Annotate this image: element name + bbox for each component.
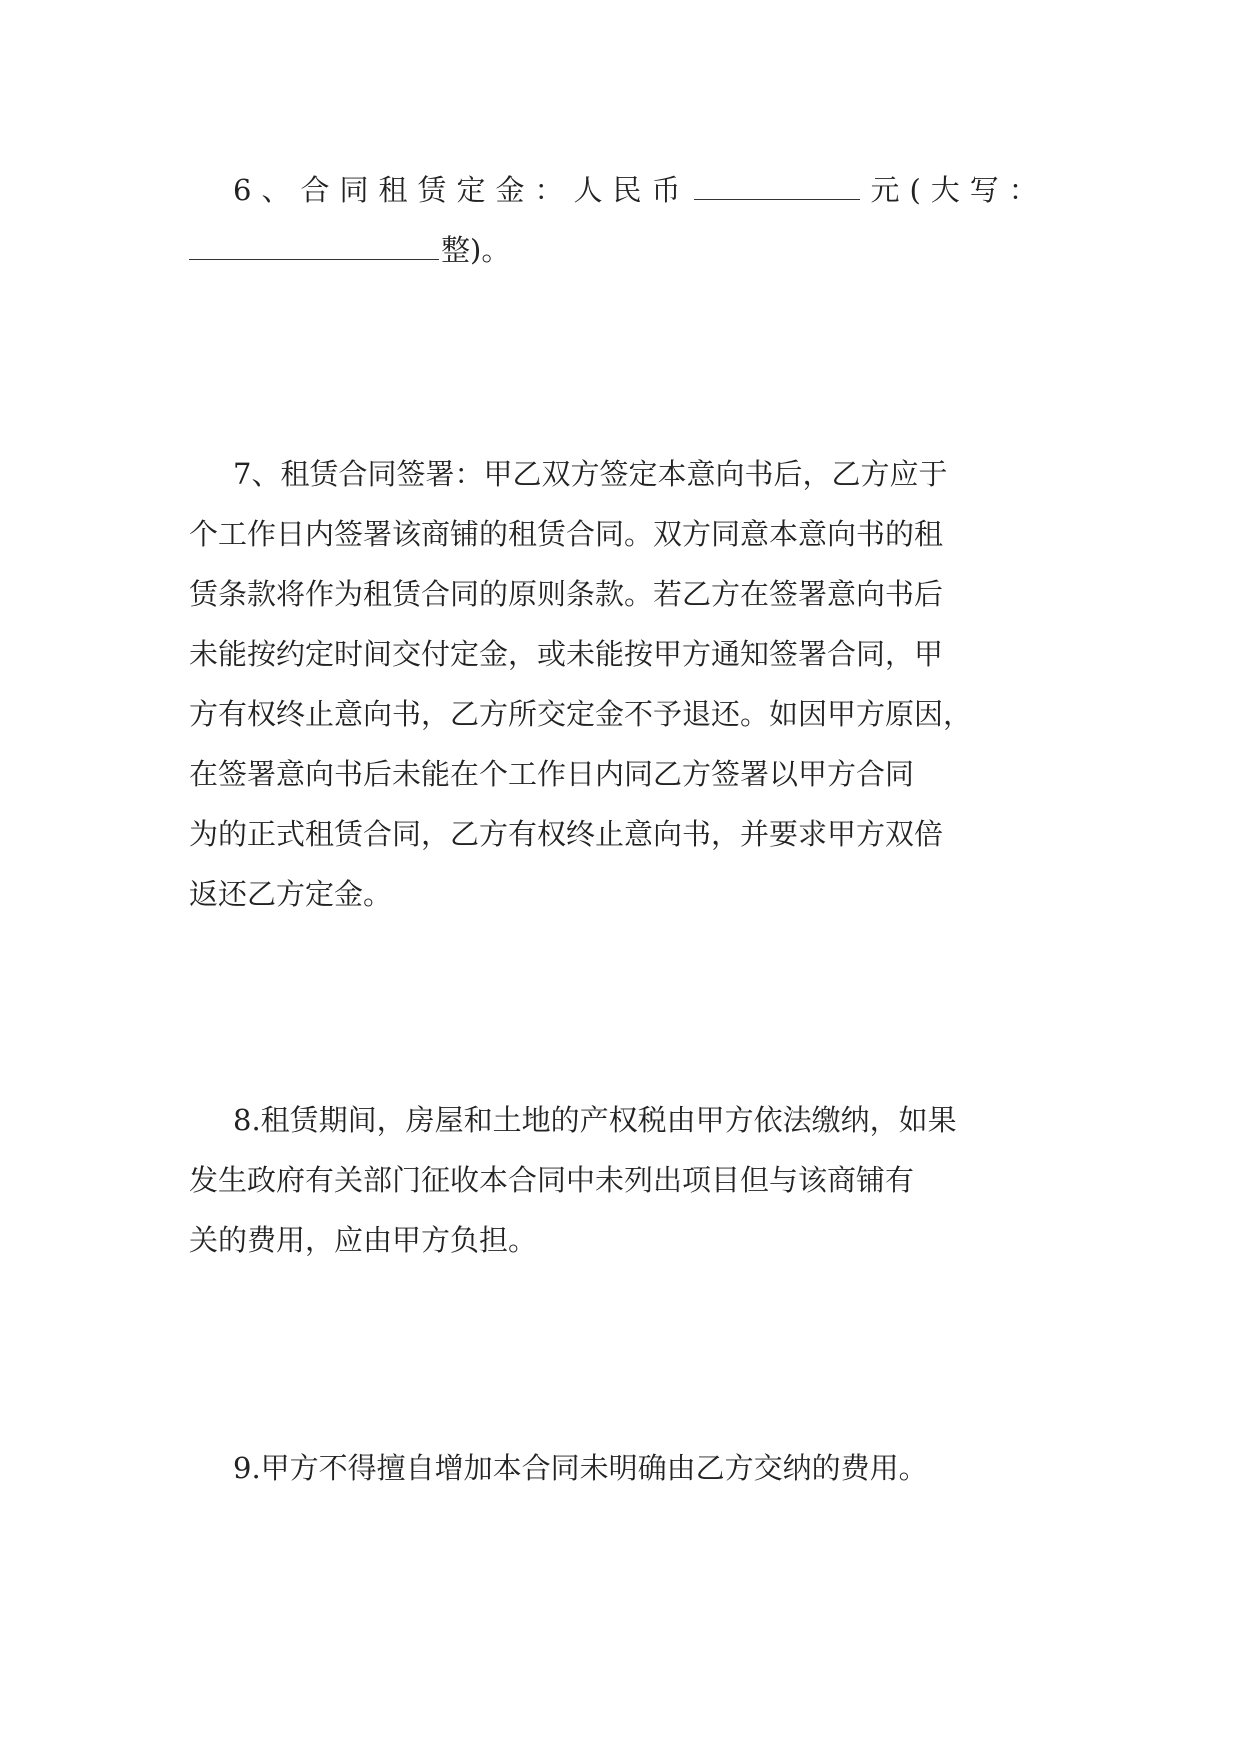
clause-7-line: 为的正式租赁合同，乙方有权终止意向书，并要求甲方双倍 xyxy=(189,817,944,851)
clause-6-line-1 xyxy=(189,160,1049,220)
clause-7-line: 未能按约定时间交付定金，或未能按甲方通知签署合同，甲 xyxy=(189,637,944,671)
clause-8-line: 8.租赁期间，房屋和土地的产权税由甲方依法缴纳，如果 xyxy=(233,1103,957,1137)
clause-8-line: 关的费用，应由甲方负担。 xyxy=(189,1223,538,1257)
clause-9-fees xyxy=(189,1438,1049,1498)
clause-7-line: 7、租赁合同签署：甲乙双方签定本意向书后，乙方应于 xyxy=(233,457,948,491)
clause-6-deposit xyxy=(189,160,1049,280)
clause-6-prefix: 6、合同租赁定金：人民币 xyxy=(233,173,691,207)
clause-6-line-2 xyxy=(189,220,1049,280)
clause-9-line: 9.甲方不得擅自增加本合同未明确由乙方交纳的费用。 xyxy=(233,1451,928,1485)
clause-6-capital-label: 元(大写： xyxy=(870,173,1048,207)
clause-6-ending: 整)。 xyxy=(441,233,511,267)
deposit-capital-blank xyxy=(189,229,439,260)
clause-7-line: 返还乙方定金。 xyxy=(189,877,393,911)
clause-7-line: 赁条款将作为租赁合同的原则条款。若乙方在签署意向书后 xyxy=(189,577,944,611)
clause-7-line: 个工作日内签署该商铺的租赁合同。双方同意本意向书的租 xyxy=(189,517,944,551)
deposit-amount-blank xyxy=(694,169,860,200)
clause-7-signing xyxy=(189,444,1049,924)
clause-7-line: 在签署意向书后未能在个工作日内同乙方签署以甲方合同 xyxy=(189,757,915,791)
clause-7-line: 方有权终止意向书，乙方所交定金不予退还。如因甲方原因， xyxy=(189,697,973,731)
clause-8-taxes xyxy=(189,1090,1049,1270)
clause-8-line: 发生政府有关部门征收本合同中未列出项目但与该商铺有 xyxy=(189,1163,915,1197)
